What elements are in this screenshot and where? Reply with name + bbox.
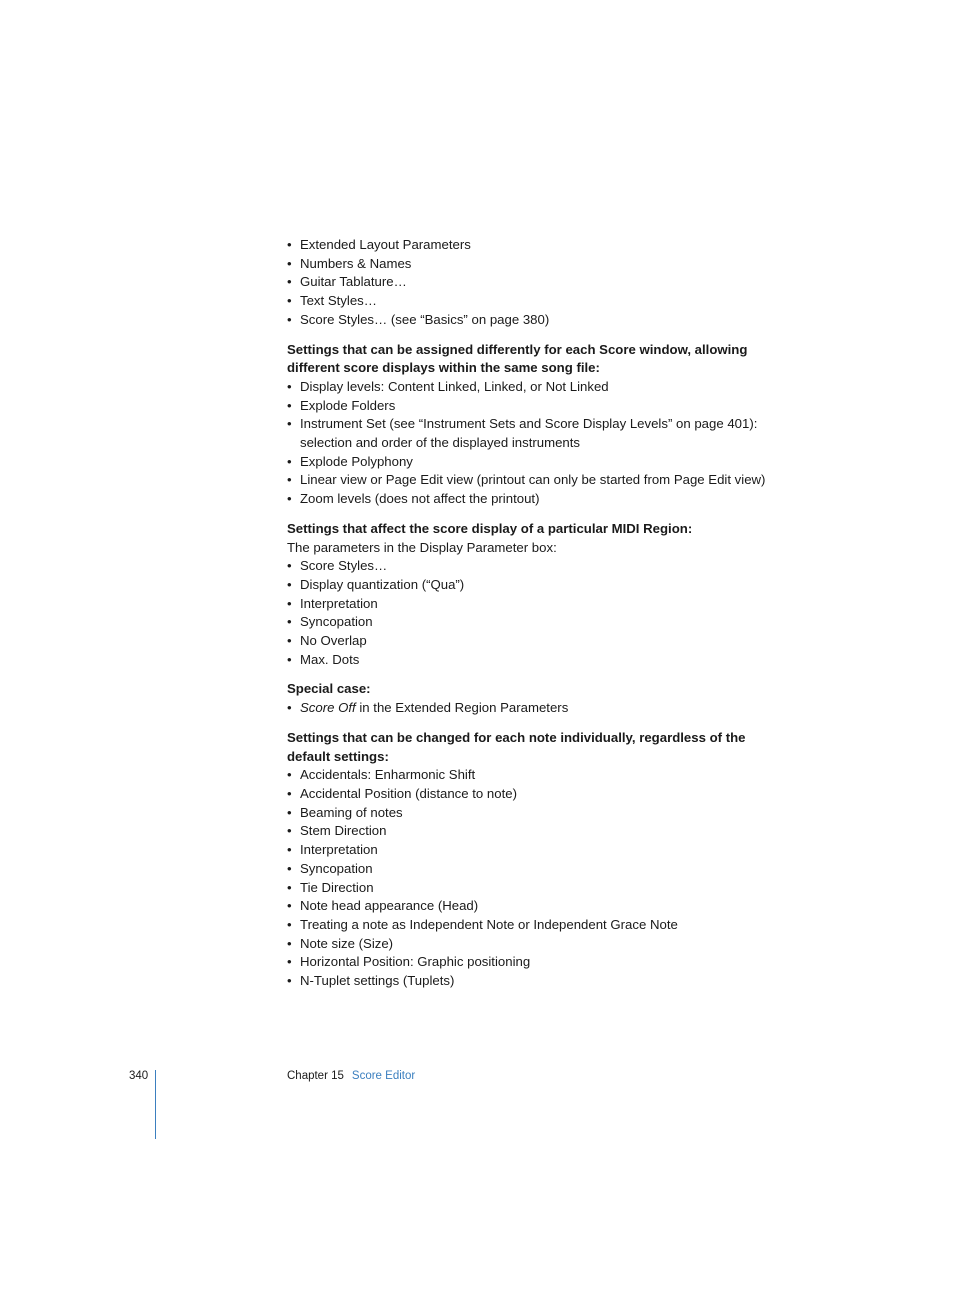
list-item: • Display levels: Content Linked, Linked, or Not Linked — [287, 378, 787, 397]
list-item: • Instrument Set (see “Instrument Sets and Score Display Levels” on page 401): selection and order of the displayed instruments — [287, 415, 787, 452]
list-layout-parameters — [287, 236, 787, 330]
list-midi-region-settings — [287, 557, 787, 669]
section-heading-midi-region: Settings that affect the score display of a particular MIDI Region: — [287, 520, 693, 536]
list-item: • Syncopation — [287, 860, 787, 879]
section-heading-note-settings: Settings that can be changed for each note individually, regardless of the default settings: — [287, 729, 746, 764]
footer-chapter — [287, 1070, 415, 1082]
list-item: • Note size (Size) — [287, 935, 787, 954]
page-content — [287, 236, 787, 991]
emphasis-text: Score Off — [300, 700, 356, 716]
section-intro: The parameters in the Display Parameter box: — [287, 539, 557, 555]
list-item-text: in the Extended Region Parameters — [355, 700, 569, 716]
list-item: • Score Styles… (see “Basics” on page 380) — [287, 311, 787, 330]
list-item: • Explode Polyphony — [287, 453, 787, 472]
list-item: • Numbers & Names — [287, 255, 787, 274]
list-item: • Beaming of notes — [287, 804, 787, 823]
list-item: • Score Styles… — [287, 557, 787, 576]
page-number: 340 — [129, 1070, 149, 1082]
list-item: • Interpretation — [287, 841, 787, 860]
list-item: • Note head appearance (Head) — [287, 897, 787, 916]
chapter-title: Score Editor — [351, 1070, 416, 1082]
list-item — [287, 699, 787, 718]
list-note-settings — [287, 766, 787, 990]
list-item: • Text Styles… — [287, 292, 787, 311]
list-item: • Display quantization (“Qua”) — [287, 576, 787, 595]
list-item: • Guitar Tablature… — [287, 273, 787, 292]
list-item: • Tie Direction — [287, 879, 787, 898]
list-item: • Accidentals: Enharmonic Shift — [287, 766, 787, 785]
list-item: • Zoom levels (does not affect the printout) — [287, 490, 787, 509]
list-item: • Max. Dots — [287, 651, 787, 670]
list-item: • Syncopation — [287, 613, 787, 632]
list-item: • Accidental Position (distance to note) — [287, 785, 787, 804]
section-heading-special-case: Special case: — [287, 681, 371, 697]
list-item: • Interpretation — [287, 595, 787, 614]
list-item: • Linear view or Page Edit view (printout can only be started from Page Edit view) — [287, 471, 787, 490]
footer-divider — [155, 1070, 156, 1139]
list-item: • Stem Direction — [287, 822, 787, 841]
list-special-case — [287, 699, 787, 718]
list-item: • Horizontal Position: Graphic positioning — [287, 953, 787, 972]
list-item: • Extended Layout Parameters — [287, 236, 787, 255]
list-item: • Treating a note as Independent Note or Independent Grace Note — [287, 916, 787, 935]
list-item: • N-Tuplet settings (Tuplets) — [287, 972, 787, 991]
list-score-window-settings — [287, 378, 787, 509]
section-heading-score-window: Settings that can be assigned differently for each Score window, allowing different score displays within the same song file: — [287, 341, 748, 376]
list-item: • Explode Folders — [287, 397, 787, 416]
list-item: • No Overlap — [287, 632, 787, 651]
chapter-label: Chapter 15 — [287, 1070, 344, 1082]
